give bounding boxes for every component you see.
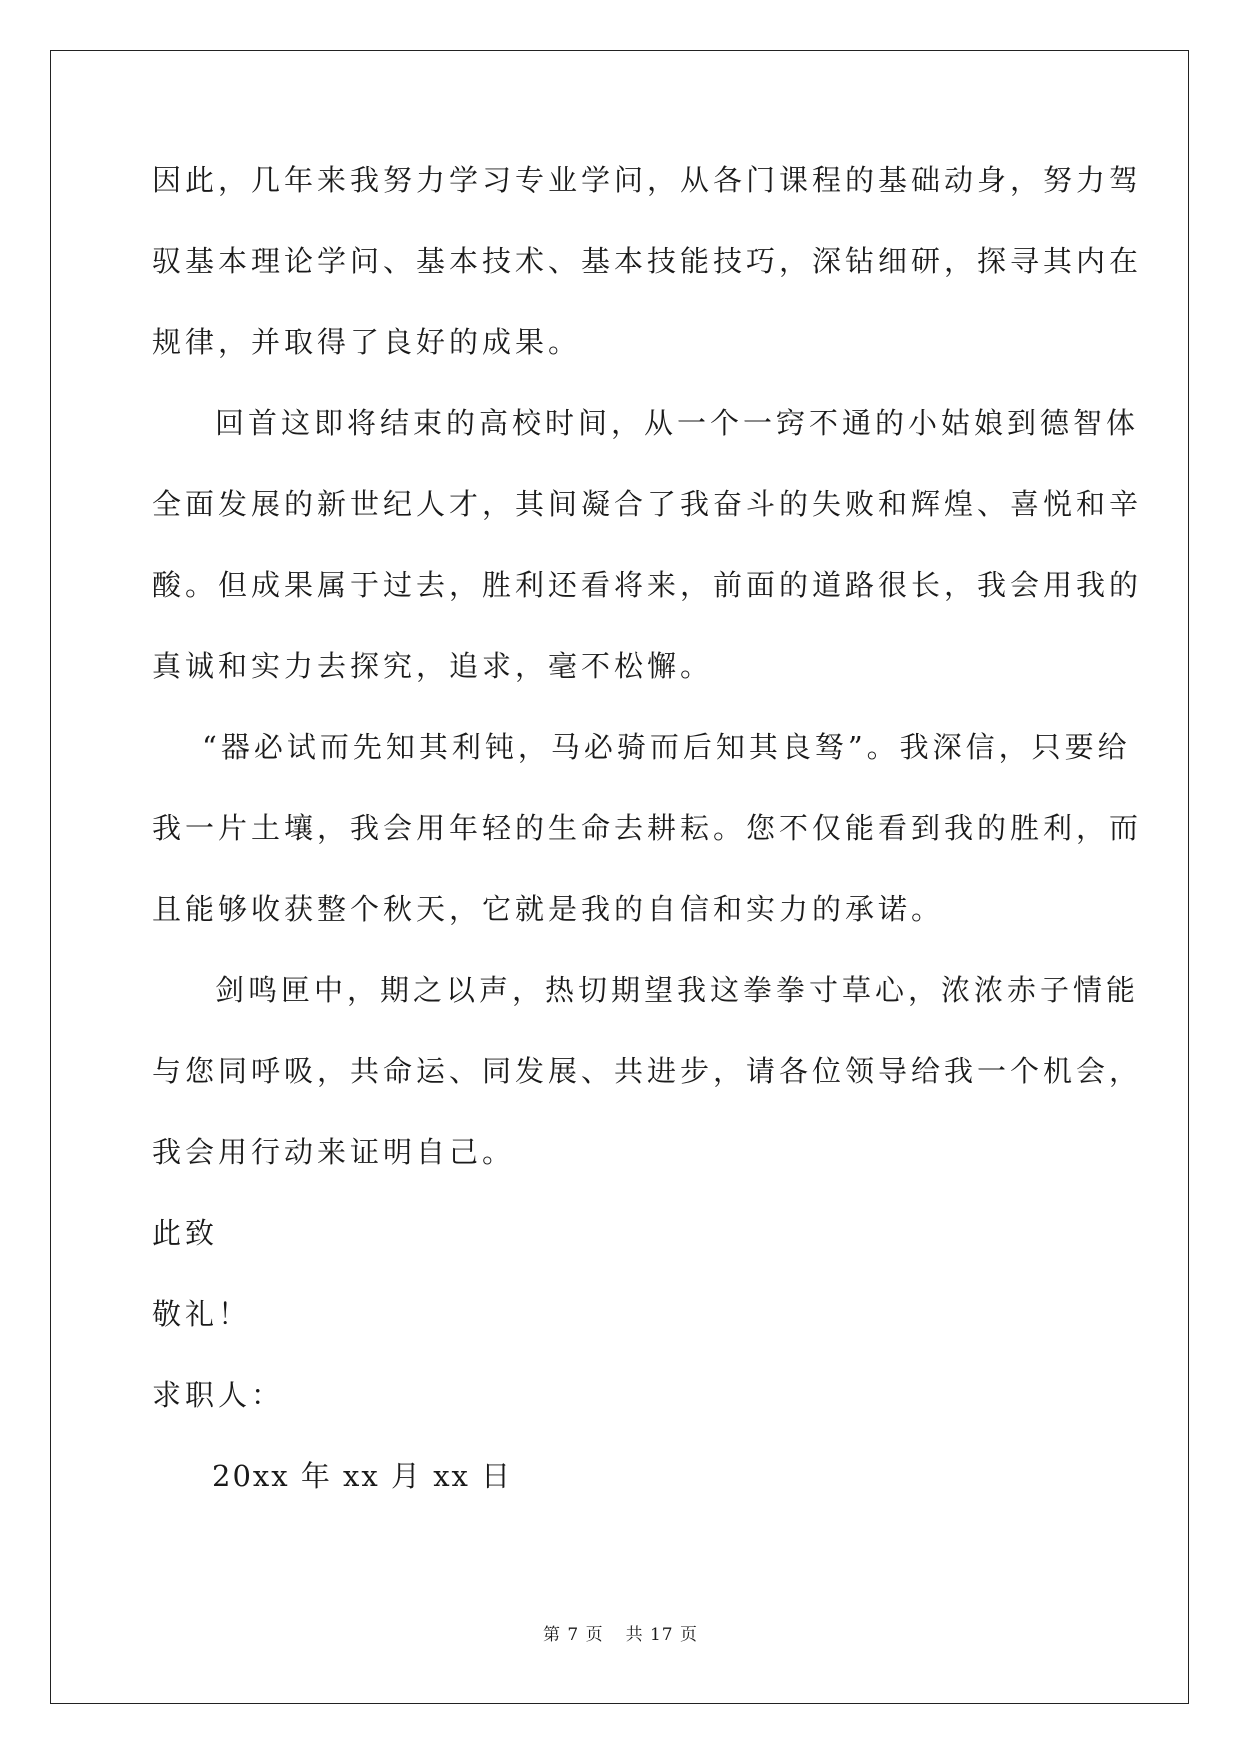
page-footer: [0, 1620, 1241, 1645]
letter-body: [152, 160, 1143, 1537]
closing-regards: 敬礼！: [152, 1297, 252, 1331]
letter-line: 酸。但成果属于过去，胜利还看将来，前面的道路很长，我会用我的: [152, 568, 1143, 602]
letter-line: 我一片土壤，我会用年轻的生命去耕耘。您不仅能看到我的胜利，而: [152, 811, 1143, 845]
letter-date: 20xx 年 xx 月 xx 日: [212, 1459, 513, 1493]
letter-line: 剑鸣匣中，期之以声，热切期望我这拳拳寸草心，浓浓赤子情能: [215, 973, 1140, 1007]
page-number-total: 共 17 页: [625, 1625, 699, 1645]
page-number-current: 第 7 页: [542, 1625, 604, 1645]
letter-line: 与您同呼吸，共命运、同发展、共进步，请各位领导给我一个机会，: [152, 1054, 1143, 1088]
letter-line: 真诚和实力去探究，追求，毫不松懈。: [152, 649, 714, 683]
letter-line: 且能够收获整个秋天，它就是我的自信和实力的承诺。: [152, 892, 945, 926]
closing-salutation: 此致: [152, 1216, 219, 1250]
letter-line: 回首这即将结束的高校时间，从一个一窍不通的小姑娘到德智体: [215, 406, 1140, 440]
letter-line: 规律，并取得了良好的成果。: [152, 325, 582, 359]
letter-line: “器必试而先知其利钝，马必骑而后知其良驽”。我深信，只要给: [202, 730, 1131, 764]
letter-line: 因此，几年来我努力学习专业学问，从各门课程的基础动身，努力驾: [152, 163, 1143, 197]
letter-line: 我会用行动来证明自己。: [152, 1135, 516, 1169]
letter-line: 全面发展的新世纪人才，其间凝合了我奋斗的失败和辉煌、喜悦和辛: [152, 487, 1143, 521]
applicant-label: 求职人：: [152, 1378, 285, 1412]
letter-line: 驭基本理论学问、基本技术、基本技能技巧，深钻细研，探寻其内在: [152, 244, 1143, 278]
